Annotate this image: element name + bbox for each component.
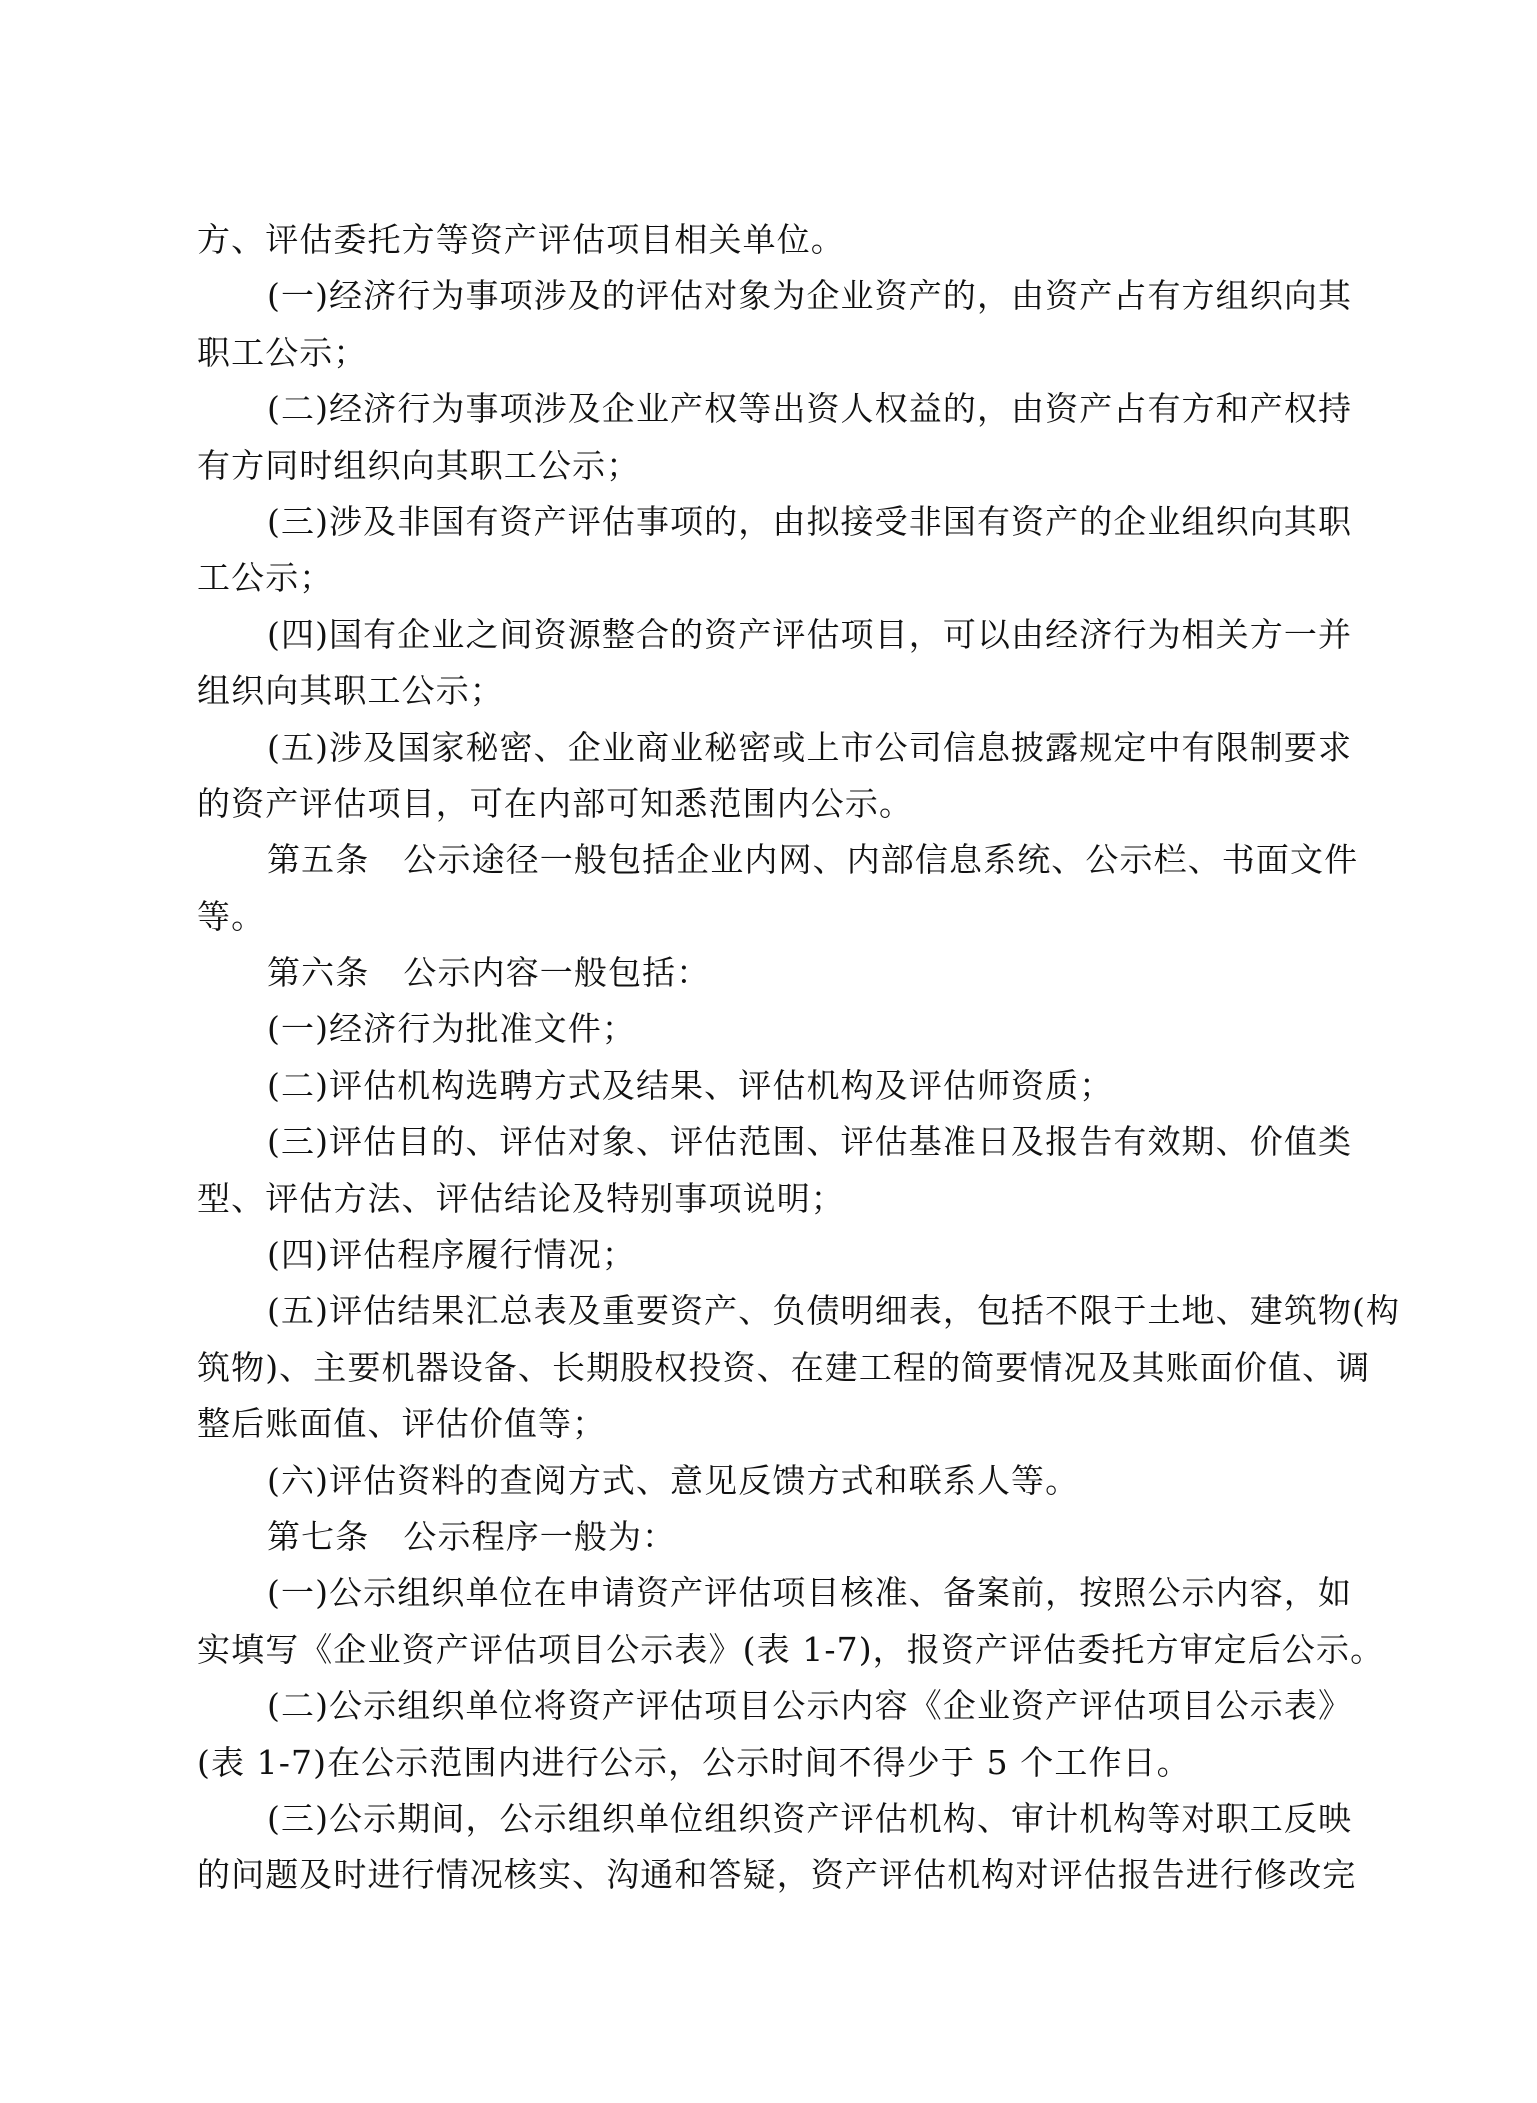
text-line: (五)评估结果汇总表及重要资产、负债明细表，包括不限于土地、建筑物(构 (267, 1291, 1401, 1331)
text-line: 实填写《企业资产评估项目公示表》(表 1-7)，报资产评估委托方审定后公示。 (197, 1629, 1385, 1669)
text-line: 职工公示； (197, 332, 368, 372)
text-line: (二)公示组织单位将资产评估项目公示内容《企业资产评估项目公示表》 (267, 1686, 1353, 1726)
text-line: 等。 (197, 896, 266, 936)
text-line: 第七条 公示程序一般为： (267, 1516, 677, 1556)
text-line: (三)涉及非国有资产评估事项的，由拟接受非国有资产的企业组织向其职 (267, 501, 1353, 541)
text-line: (三)评估目的、评估对象、评估范围、评估基准日及报告有效期、价值类 (267, 1122, 1353, 1162)
text-line: (表 1-7)在公示范围内进行公示，公示时间不得少于 5 个工作日。 (197, 1742, 1191, 1782)
text-line: 工公示； (197, 558, 334, 598)
text-line: (一)经济行为事项涉及的评估对象为企业资产的，由资产占有方组织向其 (267, 276, 1353, 316)
text-line: (六)评估资料的查阅方式、意见反馈方式和联系人等。 (267, 1460, 1080, 1500)
text-line: 方、评估委托方等资产评估项目相关单位。 (197, 220, 845, 259)
text-line: (四)国有企业之间资源整合的资产评估项目，可以由经济行为相关方一并 (267, 614, 1353, 654)
text-line: 筑物)、主要机器设备、长期股权投资、在建工程的简要情况及其账面价值、调 (197, 1347, 1371, 1387)
text-line: (一)公示组织单位在申请资产评估项目核准、备案前，按照公示内容，如 (267, 1573, 1353, 1613)
text-line: 组织向其职工公示； (197, 671, 504, 711)
text-line: (五)涉及国家秘密、企业商业秘密或上市公司信息披露规定中有限制要求 (267, 727, 1353, 767)
text-line: (三)公示期间，公示组织单位组织资产评估机构、审计机构等对职工反映 (267, 1798, 1353, 1838)
text-line: 型、评估方法、评估结论及特别事项说明； (197, 1178, 845, 1218)
text-line: (二)经济行为事项涉及企业产权等出资人权益的，由资产占有方和产权持 (267, 389, 1353, 429)
text-line: (二)评估机构选聘方式及结果、评估机构及评估师资质； (267, 1065, 1114, 1105)
text-line: 第六条 公示内容一般包括： (267, 953, 711, 993)
text-line: (一)经济行为批准文件； (267, 1009, 636, 1049)
text-line: 整后账面值、评估价值等； (197, 1404, 607, 1444)
text-line: (四)评估程序履行情况； (267, 1235, 636, 1275)
text-line: 第五条 公示途径一般包括企业内网、内部信息系统、公示栏、书面文件 (267, 840, 1359, 880)
text-line: 的资产评估项目，可在内部可知悉范围内公示。 (197, 783, 914, 823)
text-line: 的问题及时进行情况核实、沟通和答疑，资产评估机构对评估报告进行修改完 (197, 1855, 1357, 1895)
text-line: 有方同时组织向其职工公示； (197, 445, 641, 485)
body-text (197, 212, 1401, 1904)
